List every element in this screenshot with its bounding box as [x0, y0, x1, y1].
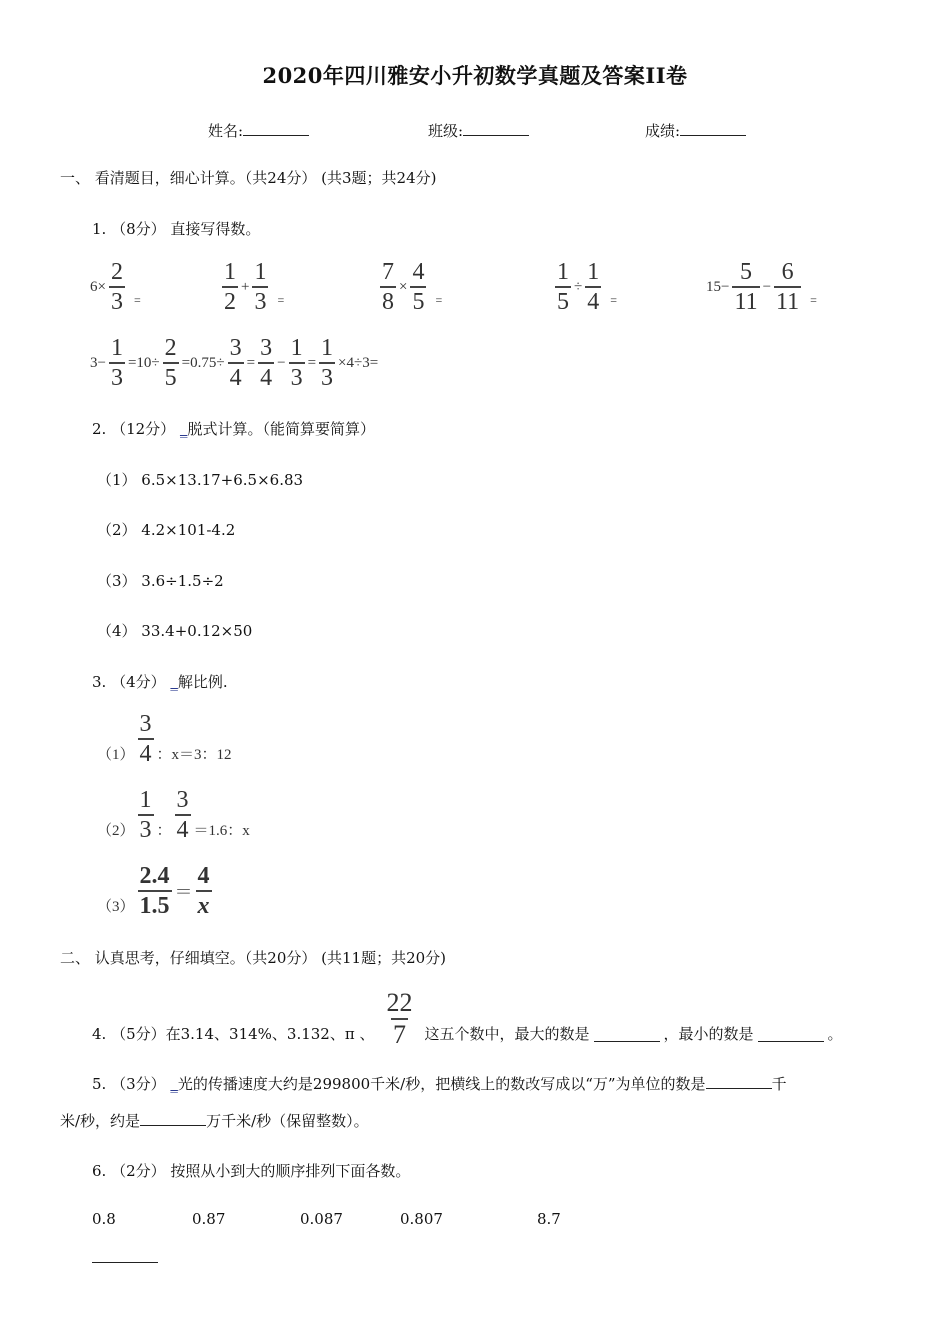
q2-label-pre: 2. （12分） [92, 420, 180, 438]
q2-item-3: （3） 3.6÷1.5÷2 [97, 572, 224, 590]
q5-link[interactable]: _ [170, 1075, 178, 1093]
q5-line1-end: 千 [771, 1075, 787, 1093]
q6-number-4: 0.807 [400, 1210, 443, 1228]
numerator: 2.4 [139, 863, 170, 889]
name-field [208, 120, 309, 141]
q1-expr-3 [380, 260, 442, 314]
q1-expr-4 [555, 260, 617, 314]
q1-row2-c-post: = [246, 354, 256, 371]
operator: ÷ [574, 278, 583, 295]
fraction [732, 260, 759, 314]
fraction [109, 336, 125, 390]
q1-expr-5 [706, 260, 817, 314]
question-5-line-2 [60, 1110, 369, 1131]
q1-row-2 [90, 336, 378, 390]
fraction [138, 788, 154, 842]
denominator: 4 [585, 286, 601, 314]
fraction [380, 260, 396, 314]
question-3-label [92, 671, 228, 692]
denominator: 5 [163, 362, 179, 390]
fraction [109, 260, 125, 314]
fraction [163, 336, 179, 390]
q4-mid: 这五个数中，最大的数是 [424, 1025, 590, 1043]
q1-expr-1-pre: 6× [90, 278, 106, 295]
class-label: 班级: [428, 122, 464, 140]
q3-label-pre: 3. （4分） [92, 673, 171, 691]
q3-item-2-prefix: （2） [97, 823, 135, 839]
q1-expr-5-pre: 15− [706, 278, 730, 295]
equals: = [810, 293, 817, 307]
q5-line2-post: 万千米/秒（保留整数）。 [206, 1112, 369, 1130]
q5-pre: 5. （3分） [92, 1075, 171, 1093]
denominator: 4 [258, 362, 274, 390]
fraction [252, 260, 268, 314]
denominator: 8 [380, 286, 396, 314]
numerator: 22 [386, 988, 413, 1017]
denominator: 3 [109, 286, 125, 314]
q3-label-post: 解比例. [177, 673, 228, 691]
score-label: 成绩: [645, 122, 681, 140]
q4-blank-min[interactable] [758, 1027, 824, 1042]
fraction [555, 260, 571, 314]
q1-row2-a-pre: 3− [90, 354, 106, 371]
denominator: 2 [222, 286, 238, 314]
q1-row2-a-post: =10÷ [127, 354, 160, 371]
q3-item-3-prefix: （3） [97, 899, 135, 915]
section-1-heading: 一、 看清题目，细心计算。（共24分） (共3题；共24分) [60, 169, 437, 187]
q1-expr-2 [222, 260, 284, 314]
numerator: 2 [164, 335, 177, 361]
numerator: 1 [139, 787, 152, 813]
q5-blank-2[interactable] [140, 1111, 206, 1126]
class-field [428, 120, 529, 141]
denominator: 1.5 [138, 890, 172, 918]
numerator: 5 [740, 259, 753, 285]
numerator: 1 [110, 335, 123, 361]
q6-number-2: 0.87 [192, 1210, 226, 1228]
numerator: 4 [197, 863, 210, 889]
fraction [319, 336, 335, 390]
numerator: 1 [557, 259, 569, 285]
fraction [384, 990, 414, 1048]
operator: × [399, 278, 408, 295]
score-blank[interactable] [680, 121, 746, 136]
denominator: 4 [228, 362, 244, 390]
q4-pre: 4. （5分）在3.14、314%、3.132、π 、 [92, 1025, 375, 1043]
denominator: 11 [732, 286, 759, 314]
numerator: 1 [290, 335, 303, 361]
fraction [228, 336, 244, 390]
q1-row2-e-post: = [307, 354, 317, 371]
q6-number-5: 8.7 [537, 1210, 561, 1228]
numerator: 3 [260, 335, 273, 361]
denominator: 4 [175, 814, 191, 842]
denominator: 5 [410, 286, 426, 314]
q1-row2-f-post: ×4÷3= [338, 354, 379, 371]
q3-item-1 [97, 712, 232, 766]
numerator: 1 [321, 335, 334, 361]
equals: = [277, 293, 285, 307]
fraction [258, 336, 274, 390]
denominator: 3 [109, 362, 125, 390]
q6-number-3: 0.087 [300, 1210, 343, 1228]
q3-item-1-prefix: （1） [97, 747, 135, 763]
q3-item-2 [97, 788, 250, 842]
name-label: 姓名: [208, 122, 244, 140]
question-4 [92, 990, 843, 1048]
page-title: 2020年四川雅安小升初数学真题及答案II卷 [262, 63, 688, 88]
q5-blank-1[interactable] [706, 1074, 772, 1089]
numerator: 1 [587, 259, 600, 285]
fraction [175, 788, 191, 842]
question-5-line-1 [92, 1073, 787, 1094]
q5-line2-pre: 米/秒，约是 [60, 1112, 141, 1130]
operator: − [762, 278, 772, 295]
q1-expr-1 [90, 260, 141, 314]
q4-mid2: ，最小的数是 [663, 1025, 754, 1043]
numerator: 1 [224, 259, 236, 285]
denominator: 3 [319, 362, 335, 390]
numerator: 3 [229, 335, 242, 361]
q6-answer-blank[interactable] [92, 1262, 158, 1263]
fraction [774, 260, 801, 314]
numerator: 7 [382, 259, 394, 285]
score-field [645, 120, 746, 141]
numerator: 3 [139, 711, 152, 737]
q6-number-1: 0.8 [92, 1210, 116, 1228]
q3-link[interactable]: _ [170, 673, 178, 691]
fraction [138, 712, 154, 766]
q2-item-1: （1） 6.5×13.17+6.5×6.83 [97, 471, 304, 489]
fraction [410, 260, 426, 314]
q3-item-2-rest: ＝1.6：x [193, 823, 250, 839]
operator: − [277, 354, 286, 371]
denominator: 4 [138, 738, 154, 766]
denominator: x [196, 890, 212, 918]
fraction [222, 260, 238, 314]
name-blank[interactable] [243, 121, 309, 136]
question-6-label: 6. （2分） 按照从小到大的顺序排列下面各数。 [92, 1162, 411, 1180]
fraction [289, 336, 305, 390]
denominator: 7 [392, 1020, 406, 1049]
q4-end: 。 [827, 1025, 843, 1043]
separator: ： [156, 823, 172, 839]
separator: ＝ [174, 882, 193, 902]
q3-item-3 [97, 864, 212, 918]
q2-item-4: （4） 33.4+0.12×50 [97, 622, 253, 640]
q4-blank-max[interactable] [594, 1027, 660, 1042]
numerator: 3 [176, 787, 189, 813]
q5-line1: 光的传播速度大约是299800千米/秒，把横线上的数改写成以“万”为单位的数是 [177, 1075, 706, 1093]
section-2-heading: 二、 认真思考，仔细填空。（共20分） (共11题；共20分) [60, 949, 447, 967]
equals: = [435, 293, 443, 307]
q2-item-2: （2） 4.2×101-4.2 [97, 521, 236, 539]
numerator: 4 [412, 259, 425, 285]
fraction [138, 864, 172, 918]
numerator: 1 [254, 259, 267, 285]
fraction [585, 260, 601, 314]
denominator: 3 [252, 286, 268, 314]
numerator: 2 [110, 259, 123, 285]
q3-item-1-rest: ：x＝3：12 [156, 747, 232, 763]
q2-link[interactable]: _ [179, 420, 188, 438]
denominator: 5 [555, 286, 571, 314]
denominator: 11 [774, 286, 801, 314]
equals: = [133, 293, 141, 307]
question-1-label: 1. （8分） 直接写得数。 [92, 220, 261, 238]
fraction [196, 864, 212, 918]
q1-row2-b-post: =0.75÷ [181, 354, 225, 371]
question-2-label [92, 418, 375, 439]
denominator: 3 [138, 814, 154, 842]
denominator: 3 [289, 362, 305, 390]
equals: = [610, 293, 618, 307]
class-blank[interactable] [463, 121, 529, 136]
operator: + [241, 278, 250, 295]
numerator: 6 [781, 259, 794, 285]
q2-label-post: 脱式计算。（能简算要简算） [187, 420, 375, 438]
